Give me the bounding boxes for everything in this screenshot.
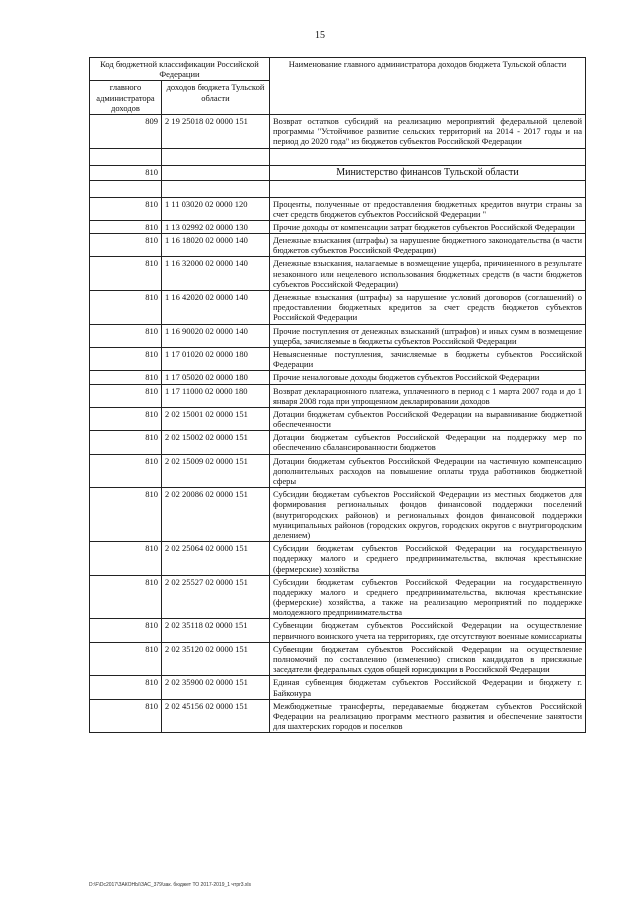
income-code-cell: 2 02 45156 02 0000 151 xyxy=(162,699,270,733)
table-row xyxy=(90,384,586,407)
spacer-cell xyxy=(90,148,162,165)
spacer-cell xyxy=(270,180,586,197)
income-code-cell xyxy=(162,165,270,180)
table-row xyxy=(90,234,586,257)
admin-code-cell: 810 xyxy=(90,291,162,325)
section-row xyxy=(90,165,586,180)
table-row xyxy=(90,642,586,676)
admin-code-cell: 810 xyxy=(90,542,162,576)
table-row xyxy=(90,542,586,576)
table-row xyxy=(90,324,586,347)
income-code-cell: 1 17 01020 02 0000 180 xyxy=(162,347,270,370)
spacer-cell xyxy=(162,148,270,165)
admin-name-cell: Субсидии бюджетам субъектов Российской Федерации на государственную поддержку малого и среднего предпринимательства, включая крестьянские (фермерские) хозяйства xyxy=(270,542,586,576)
header-classification-code: Код бюджетной классификации Российской Федерации xyxy=(90,58,270,81)
admin-code-cell: 810 xyxy=(90,371,162,384)
income-code-cell: 2 19 25018 02 0000 151 xyxy=(162,114,270,148)
table-row xyxy=(90,291,586,325)
admin-name-cell: Дотации бюджетам субъектов Российской Федерации на выравнивание бюджетной обеспеченности xyxy=(270,407,586,430)
page-number: 15 xyxy=(315,30,325,41)
admin-code-cell: 810 xyxy=(90,257,162,291)
admin-name-cell: Возврат декларационного платежа, уплаченного в период с 1 марта 2007 года и до 1 января 2008 года при упрощенном декларировании доходов xyxy=(270,384,586,407)
income-code-cell: 1 17 05020 02 0000 180 xyxy=(162,371,270,384)
income-code-cell: 1 13 02992 02 0000 130 xyxy=(162,220,270,233)
income-code-cell: 2 02 25064 02 0000 151 xyxy=(162,542,270,576)
admin-name-cell: Дотации бюджетам субъектов Российской Федерации на поддержку мер по обеспечению сбалансированности бюджетов xyxy=(270,431,586,454)
admin-code-cell: 810 xyxy=(90,220,162,233)
spacer-cell xyxy=(162,180,270,197)
header-admin-name: Наименование главного администратора доходов бюджета Тульской области xyxy=(270,58,586,115)
admin-name-cell: Прочие доходы от компенсации затрат бюджетов субъектов Российской Федерации xyxy=(270,220,586,233)
table-row xyxy=(90,676,586,699)
table-row xyxy=(90,488,586,542)
income-code-cell: 2 02 35900 02 0000 151 xyxy=(162,676,270,699)
admin-name-cell: Прочие поступления от денежных взысканий (штрафов) и иных сумм в возмещение ущерба, зачисляемые в бюджеты субъектов Российской Федерации xyxy=(270,324,586,347)
admin-code-cell: 809 xyxy=(90,114,162,148)
admin-code-cell: 810 xyxy=(90,197,162,220)
admin-code-cell: 810 xyxy=(90,407,162,430)
table-row xyxy=(90,220,586,233)
admin-code-cell: 810 xyxy=(90,234,162,257)
income-code-cell: 1 16 42020 02 0000 140 xyxy=(162,291,270,325)
table-row xyxy=(90,257,586,291)
spacer-cell xyxy=(90,180,162,197)
table-row xyxy=(90,371,586,384)
admin-code-cell: 810 xyxy=(90,676,162,699)
admin-code-cell: 810 xyxy=(90,699,162,733)
spacer-row xyxy=(90,148,586,165)
income-code-cell: 1 16 32000 02 0000 140 xyxy=(162,257,270,291)
table-row xyxy=(90,347,586,370)
admin-name-cell: Возврат остатков субсидий на реализацию мероприятий федеральной целевой программы "Устойчивое развитие сельских территорий на 2014 - 2017 годы и на период до 2020 года" из бюджетов субъектов Российской Федерации xyxy=(270,114,586,148)
table-row xyxy=(90,407,586,430)
admin-code-cell: 810 xyxy=(90,384,162,407)
spacer-cell xyxy=(270,148,586,165)
admin-code-cell: 810 xyxy=(90,431,162,454)
income-code-cell: 1 16 18020 02 0000 140 xyxy=(162,234,270,257)
table-row xyxy=(90,575,586,619)
admin-name-cell: Субвенции бюджетам субъектов Российской Федерации на осуществление первичного воинского учета на территориях, где отсутствуют военные комиссариаты xyxy=(270,619,586,642)
admin-name-cell: Субсидии бюджетам субъектов Российской Федерации из местных бюджетов для формирования региональных фондов финансовой поддержки поселений (внутригородских районов) и региональных фондов финансовой поддержки муниципальных районов (городских округов, городских округов с внутригородским делением) xyxy=(270,488,586,542)
income-code-cell: 2 02 35120 02 0000 151 xyxy=(162,642,270,676)
income-code-cell: 2 02 15001 02 0000 151 xyxy=(162,407,270,430)
admin-code-cell: 810 xyxy=(90,642,162,676)
admin-name-cell: Проценты, полученные от предоставления бюджетных кредитов внутри страны за счет средств бюджетов субъектов Российской Федерации " xyxy=(270,197,586,220)
table-row xyxy=(90,431,586,454)
table-row xyxy=(90,619,586,642)
table-body xyxy=(90,114,586,732)
admin-name-cell: Денежные взыскания (штрафы) за нарушение условий договоров (соглашений) о предоставлении бюджетных кредитов за счет средств бюджетов субъектов Российской Федерации xyxy=(270,291,586,325)
admin-code-cell: 810 xyxy=(90,347,162,370)
admin-name-cell: Прочие неналоговые доходы бюджетов субъектов Российской Федерации xyxy=(270,371,586,384)
income-code-cell: 2 02 20086 02 0000 151 xyxy=(162,488,270,542)
header-income-code: доходов бюджета Тульской области xyxy=(162,81,270,115)
admin-name-cell: Субвенции бюджетам субъектов Российской Федерации на осуществление полномочий по составлению (изменению) списков кандидатов в присяжные заседатели федеральных судов общей юрисдикции в Российской Федерации xyxy=(270,642,586,676)
income-code-cell: 2 02 15002 02 0000 151 xyxy=(162,431,270,454)
admin-name-cell: Дотации бюджетам субъектов Российской Федерации на частичную компенсацию дополнительных расходов на повышение оплаты труда работников бюджетной сферы xyxy=(270,454,586,488)
income-code-cell: 1 17 11000 02 0000 180 xyxy=(162,384,270,407)
admin-name-cell: Межбюджетные трансферты, передаваемые бюджетам субъектов Российской Федерации на реализацию программ местного развития и обеспечение занятости для шахтерских городов и поселков xyxy=(270,699,586,733)
table-row xyxy=(90,197,586,220)
section-title-cell: Министерство финансов Тульской области xyxy=(270,165,586,180)
admin-code-cell: 810 xyxy=(90,165,162,180)
admin-name-cell: Единая субвенция бюджетам субъектов Российской Федерации и бюджету г. Байконура xyxy=(270,676,586,699)
admin-name-cell: Денежные взыскания, налагаемые в возмещение ущерба, причиненного в результате незаконного или нецелевого использования бюджетных средств (в части бюджетов субъектов Российской Федерации) xyxy=(270,257,586,291)
table-header-row xyxy=(90,58,586,81)
admin-name-cell: Субсидии бюджетам субъектов Российской Федерации на государственную поддержку малого и среднего предпринимательства, включая крестьянские (фермерские) хозяйства, а также на реализацию мероприятий по поддержке молодежного предпринимательства xyxy=(270,575,586,619)
income-code-cell: 1 16 90020 02 0000 140 xyxy=(162,324,270,347)
income-code-cell: 2 02 35118 02 0000 151 xyxy=(162,619,270,642)
admin-code-cell: 810 xyxy=(90,575,162,619)
table-row xyxy=(90,699,586,733)
admin-name-cell: Невыясненные поступления, зачисляемые в бюджеты субъектов Российской Федерации xyxy=(270,347,586,370)
admin-code-cell: 810 xyxy=(90,454,162,488)
admin-code-cell: 810 xyxy=(90,488,162,542)
spacer-row xyxy=(90,180,586,197)
admin-code-cell: 810 xyxy=(90,324,162,347)
income-code-cell: 1 11 03020 02 0000 120 xyxy=(162,197,270,220)
table-row xyxy=(90,454,586,488)
admin-name-cell: Денежные взыскания (штрафы) за нарушение бюджетного законодательства (в части бюджетов субъектов Российской Федерации) xyxy=(270,234,586,257)
admin-code-cell: 810 xyxy=(90,619,162,642)
file-path-footer: D:\F\Dc2017\ЗАКОНЫ\ЗАС_379\зак. бюджет ТО 2017-2019_1 чтpr3.xls xyxy=(89,882,252,888)
income-code-cell: 2 02 15009 02 0000 151 xyxy=(162,454,270,488)
budget-classification-table xyxy=(89,57,586,733)
income-code-cell: 2 02 25527 02 0000 151 xyxy=(162,575,270,619)
header-admin-code: главного администратора доходов xyxy=(90,81,162,115)
table-row xyxy=(90,114,586,148)
